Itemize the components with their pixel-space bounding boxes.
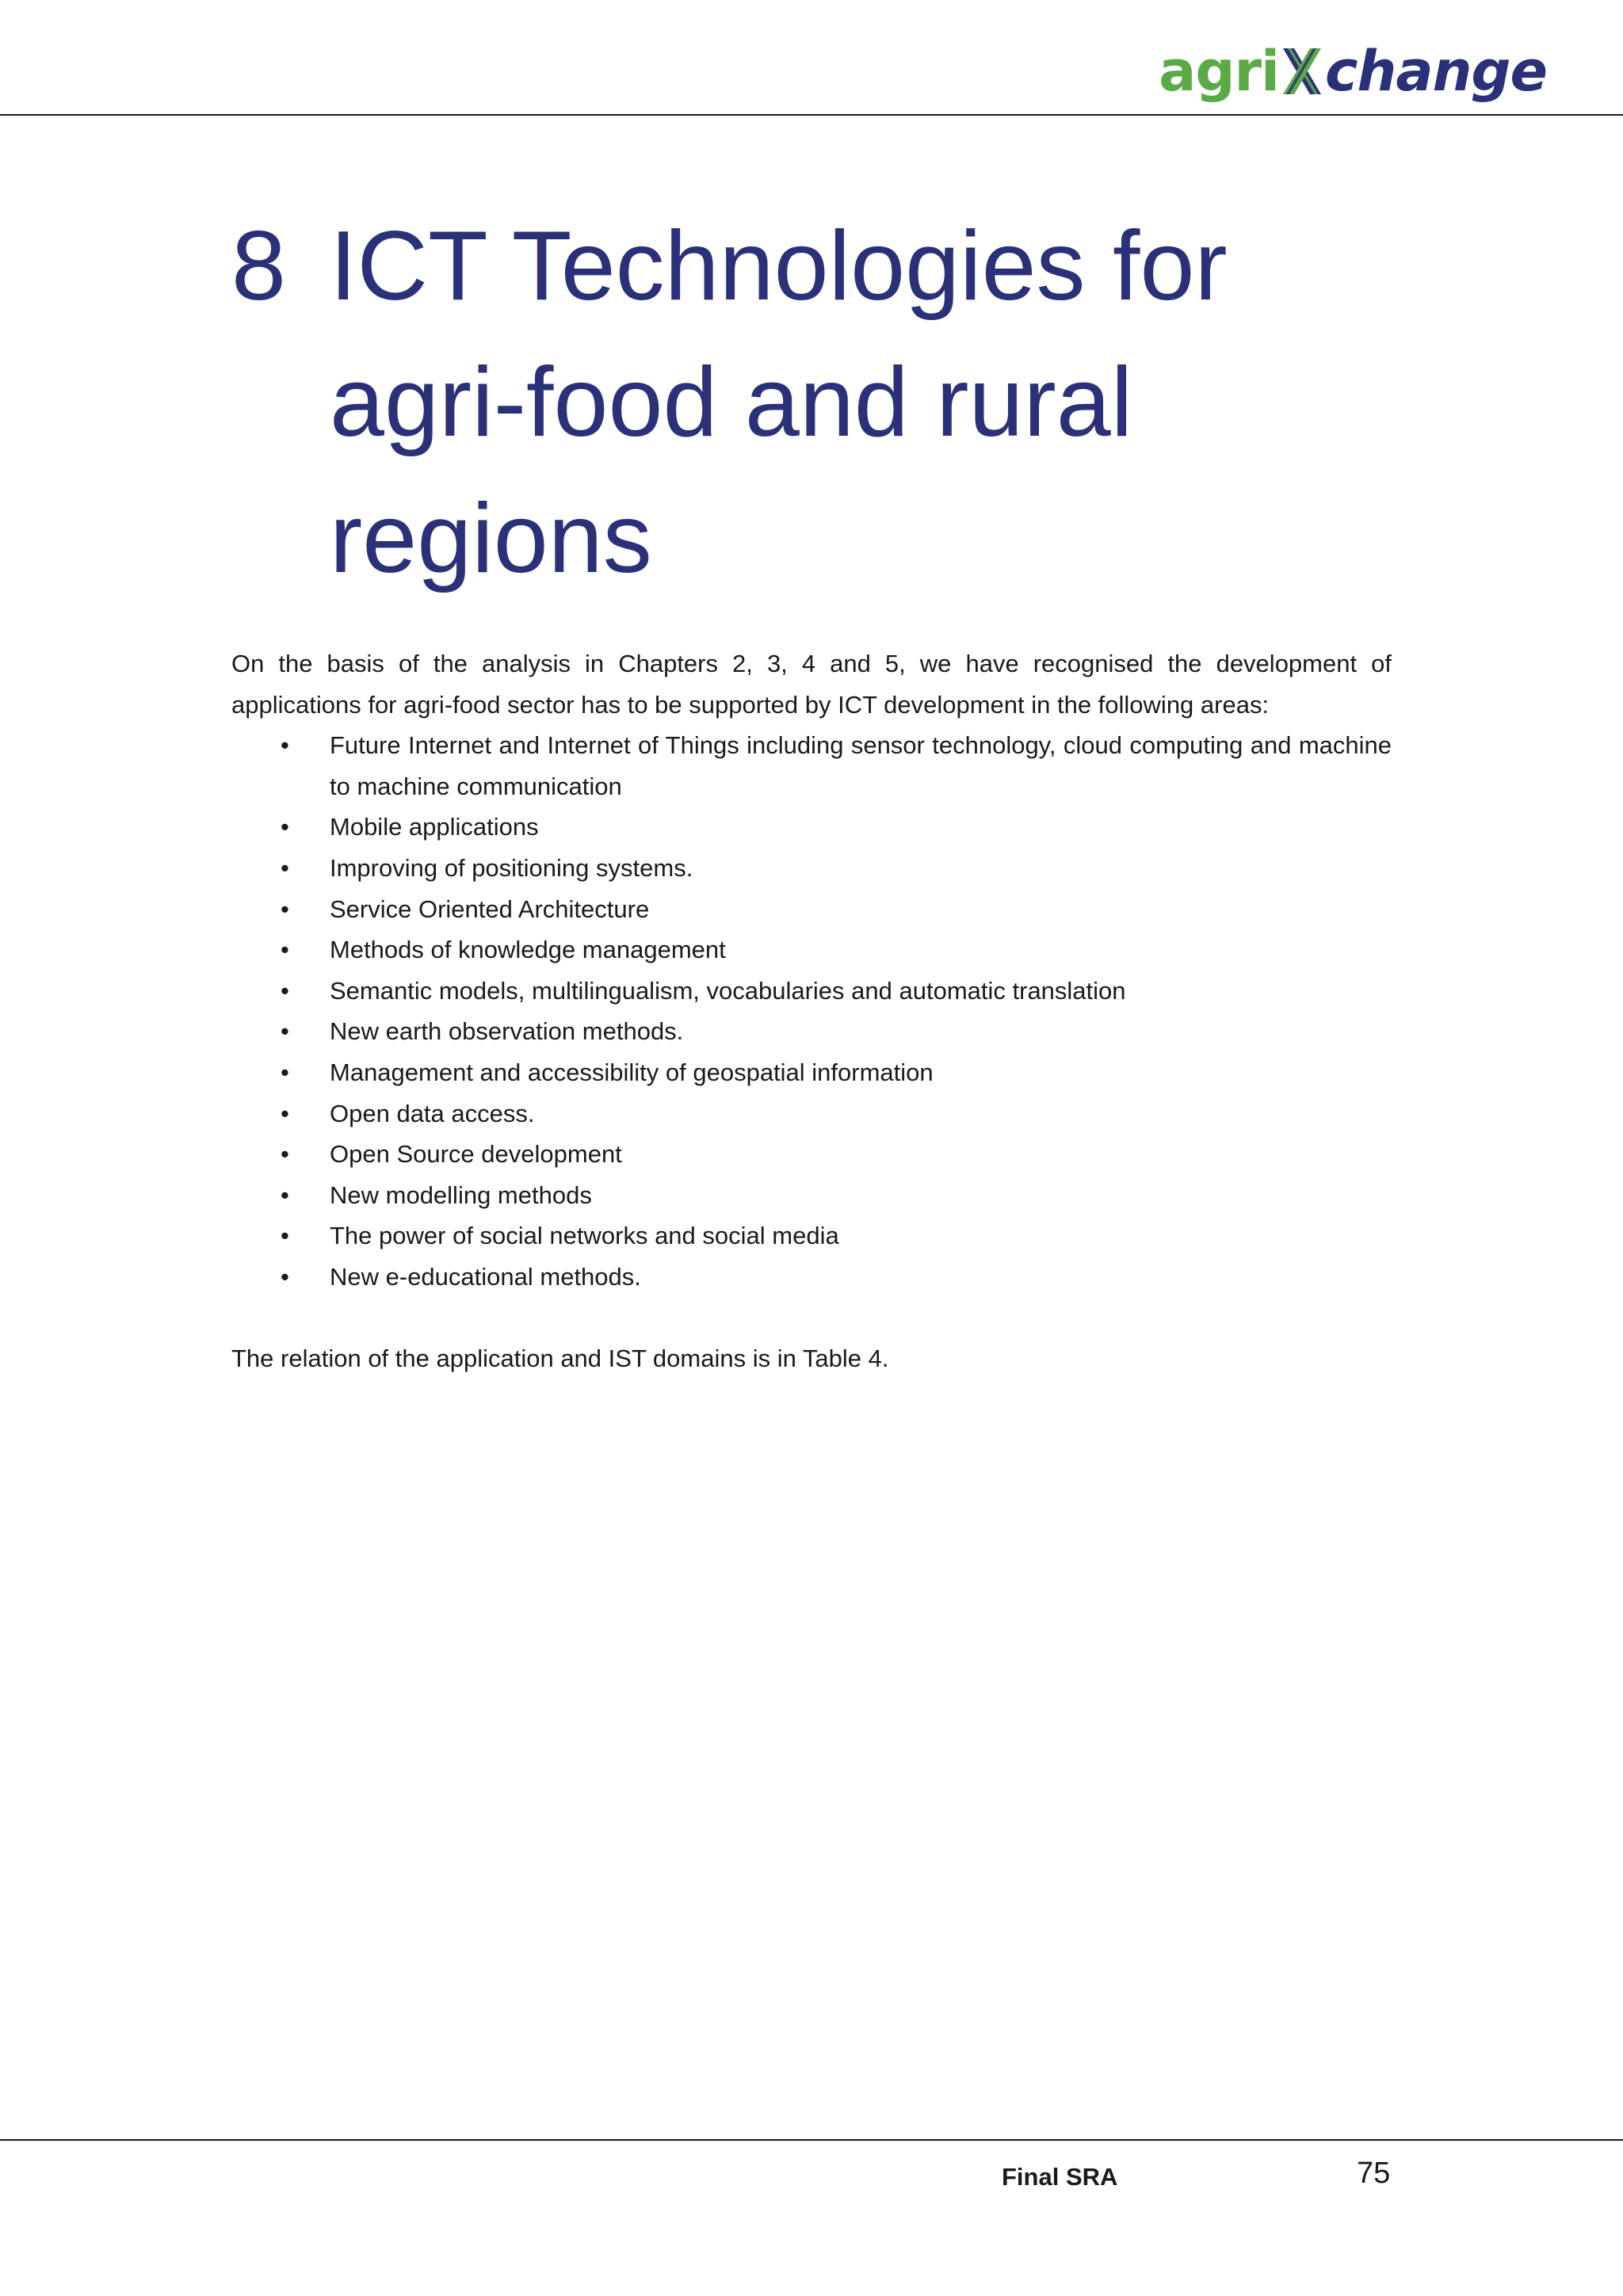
bullet-icon: • [281,1017,289,1046]
chapter-number: 8 [231,212,286,321]
bullet-icon: • [281,936,289,964]
logo-change-text: change [1325,39,1547,104]
list-item-text: Service Oriented Architecture [330,894,650,923]
agrixchange-logo [1159,32,1547,111]
list-item-text: Open data access. [330,1099,535,1127]
ict-areas-list [231,725,1392,1297]
footer-document-label: Final SRA [1002,2163,1118,2191]
bullet-icon: • [281,1222,289,1250]
list-item-text: Management and accessibility of geospatial information [330,1058,934,1086]
bullet-icon: • [281,1262,289,1291]
footer-divider [0,2139,1623,2141]
list-item [231,971,1392,1012]
list-item [231,1134,1392,1175]
bullet-icon: • [281,1140,289,1169]
list-item [231,725,1392,807]
table-reference-paragraph: The relation of the application and IST domains is in Table 4. [231,1344,889,1373]
chapter-title: ICT Technologies for agri-food and rural regions [330,212,1228,593]
list-item [231,1175,1392,1216]
list-item [231,889,1392,930]
page-number: 75 [1357,2157,1391,2190]
body-content [231,643,1392,1379]
list-item-text: Future Internet and Internet of Things including sensor technology, cloud computing and machine to machine communication [330,731,1392,800]
list-item [231,1052,1392,1093]
bullet-icon: • [281,731,289,760]
list-item [231,1257,1392,1298]
list-item-text: Improving of positioning systems. [330,853,693,882]
bullet-icon: • [281,894,289,923]
list-item-text: New earth observation methods. [330,1017,684,1046]
list-item-text: New e-educational methods. [330,1262,641,1291]
x-mark-icon [1280,44,1324,99]
bullet-icon: • [281,1058,289,1086]
list-item-text: Open Source development [330,1140,622,1169]
bullet-icon: • [281,1099,289,1127]
logo-agri-text: agri [1159,39,1280,104]
list-item [231,848,1392,889]
header-divider [0,114,1623,116]
bullet-icon: • [281,976,289,1005]
intro-paragraph: On the basis of the analysis in Chapters 2, 3, 4 and 5, we have recognised the development of applications for agri-food sector has to be supported by ICT development in the following areas: [231,650,1392,719]
list-item-text: New modelling methods [330,1180,592,1209]
list-item [231,929,1392,971]
list-item [231,1215,1392,1257]
list-item [231,1093,1392,1135]
list-item-text: Methods of knowledge management [330,936,726,964]
list-item-text: The power of social networks and social media [330,1222,839,1250]
list-item [231,1011,1392,1052]
bullet-icon: • [281,853,289,882]
list-item-text: Semantic models, multilingualism, vocabularies and automatic translation [330,976,1126,1005]
bullet-icon: • [281,1180,289,1209]
list-item [231,807,1392,848]
list-item-text: Mobile applications [330,813,539,841]
bullet-icon: • [281,813,289,841]
